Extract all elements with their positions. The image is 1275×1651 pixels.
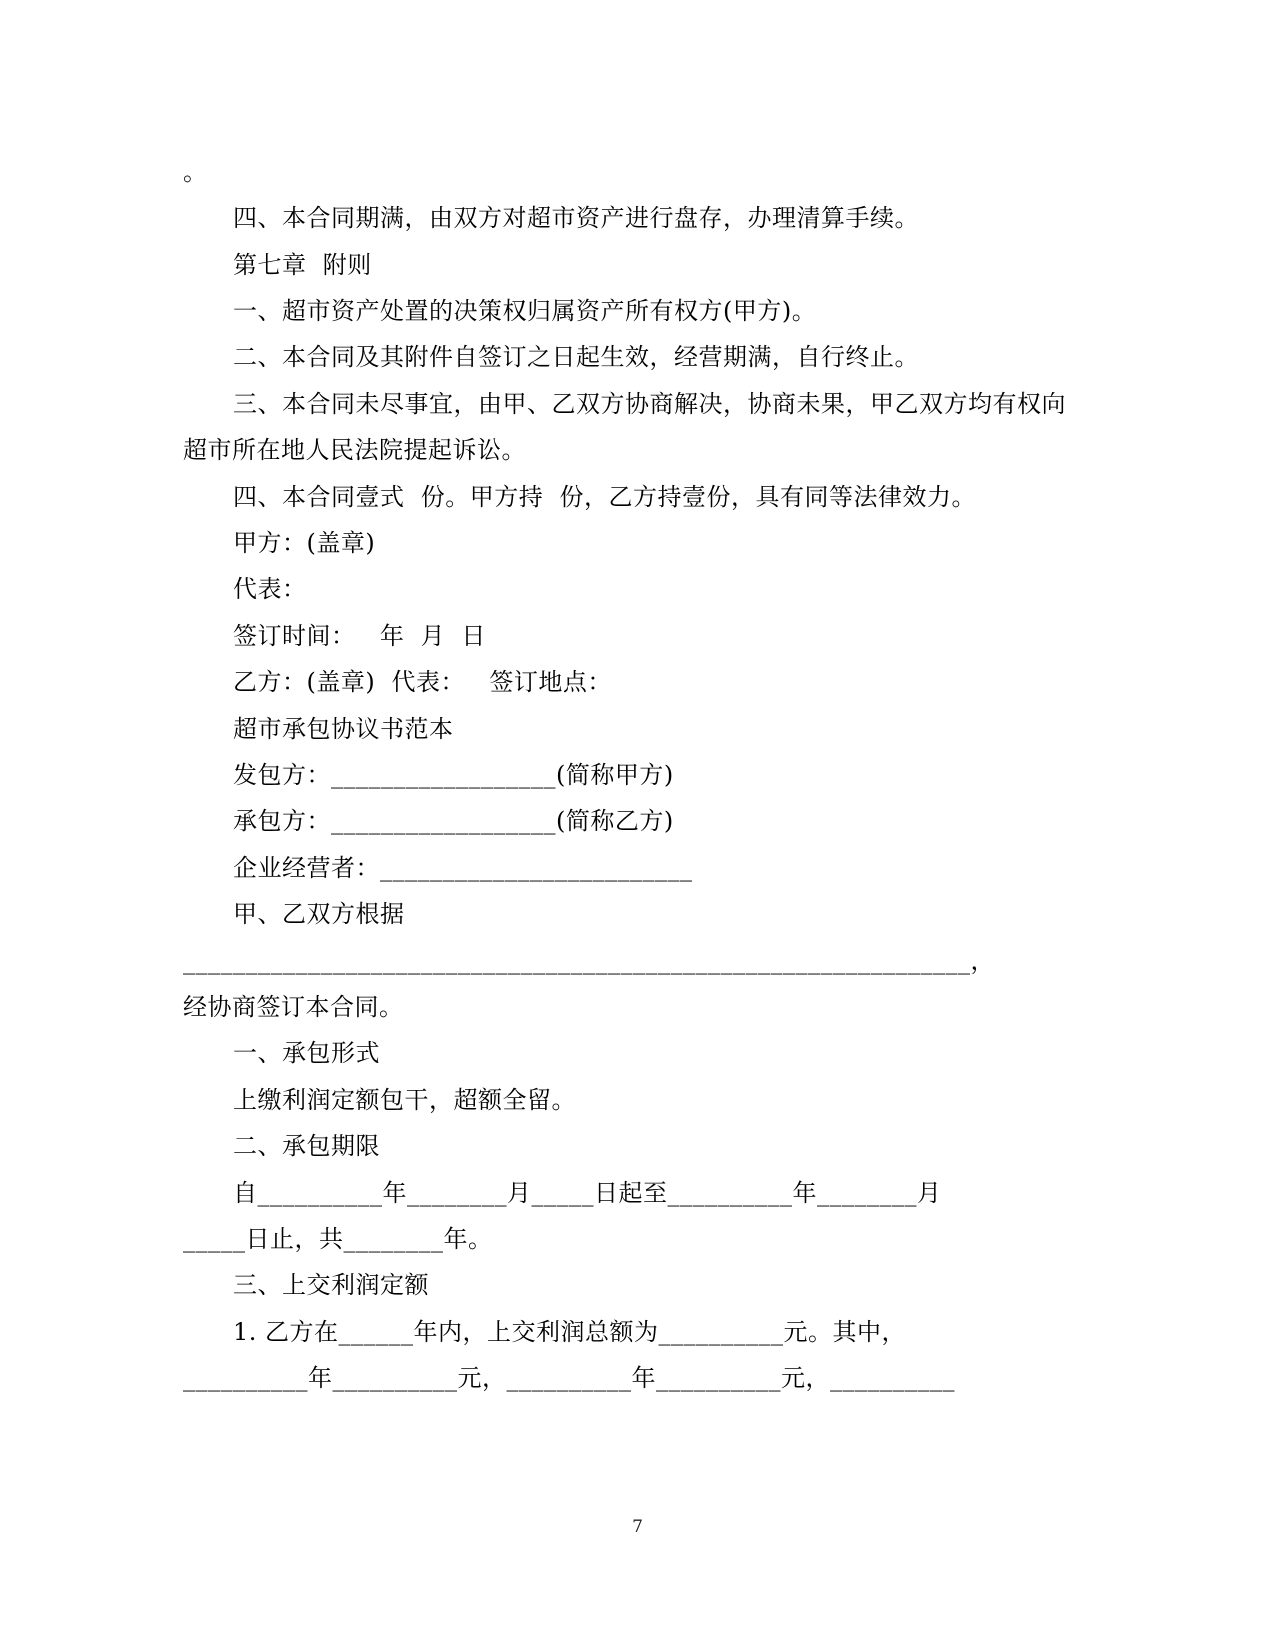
template-title: 超市承包协议书范本 — [233, 715, 454, 743]
section-heading-profit-quota: 三、上交利润定额 — [233, 1271, 429, 1299]
section-heading-contract-term: 二、承包期限 — [233, 1132, 380, 1160]
party-b-signature-line: 乙方：(盖章) 代表： 签订地点： — [233, 668, 612, 696]
profit-quota-line-cont: __________年__________元，__________年__________元，__________ — [183, 1364, 955, 1392]
section-heading-contract-form: 一、承包形式 — [233, 1039, 380, 1067]
profit-quota-line: 1. 乙方在______年内，上交利润总额为__________元。其中， — [233, 1318, 907, 1346]
party-a-representative: 代表： — [233, 575, 307, 603]
party-a-seal: 甲方：(盖章) — [233, 529, 376, 557]
text-line-period: 。 — [183, 158, 208, 186]
text-line-appendix-3: 三、本合同未尽事宜，由甲、乙双方协商解决，协商未果，甲乙双方均有权向 — [233, 390, 1066, 418]
chapter-heading-appendix: 第七章 附则 — [233, 251, 372, 279]
text-line-appendix-3-cont: 超市所在地人民法院提起诉讼。 — [183, 436, 526, 464]
text-line-appendix-4: 四、本合同壹式 份。甲方持 份，乙方持壹份，具有同等法律效力。 — [233, 483, 977, 511]
text-line-clause-4-inventory: 四、本合同期满，由双方对超市资产进行盘存，办理清算手续。 — [233, 204, 919, 232]
text-line-appendix-2: 二、本合同及其附件自签订之日起生效，经营期满，自行终止。 — [233, 343, 919, 371]
business-operator-line: 企业经营者：_________________________ — [233, 854, 693, 882]
text-line-agreement: 经协商签订本合同。 — [183, 993, 404, 1021]
text-line-appendix-1: 一、超市资产处置的决策权归属资产所有权方(甲方)。 — [233, 297, 817, 325]
text-line-contract-form: 上缴利润定额包干，超额全留。 — [233, 1086, 576, 1114]
contractor-recipient-line: 承包方：__________________(简称乙方) — [233, 807, 674, 835]
basis-blank-line: _______________________________________________________________， — [183, 947, 995, 975]
page-number: 7 — [632, 1517, 643, 1537]
signing-date: 签订时间： 年 月 日 — [233, 622, 486, 650]
contract-term-line-cont: _____日止，共________年。 — [183, 1225, 493, 1253]
contract-term-line: 自__________年________月_____日起至__________年________月 — [233, 1179, 942, 1207]
contractor-issuer-line: 发包方：__________________(简称甲方) — [233, 761, 674, 789]
text-line-basis: 甲、乙双方根据 — [233, 900, 405, 928]
